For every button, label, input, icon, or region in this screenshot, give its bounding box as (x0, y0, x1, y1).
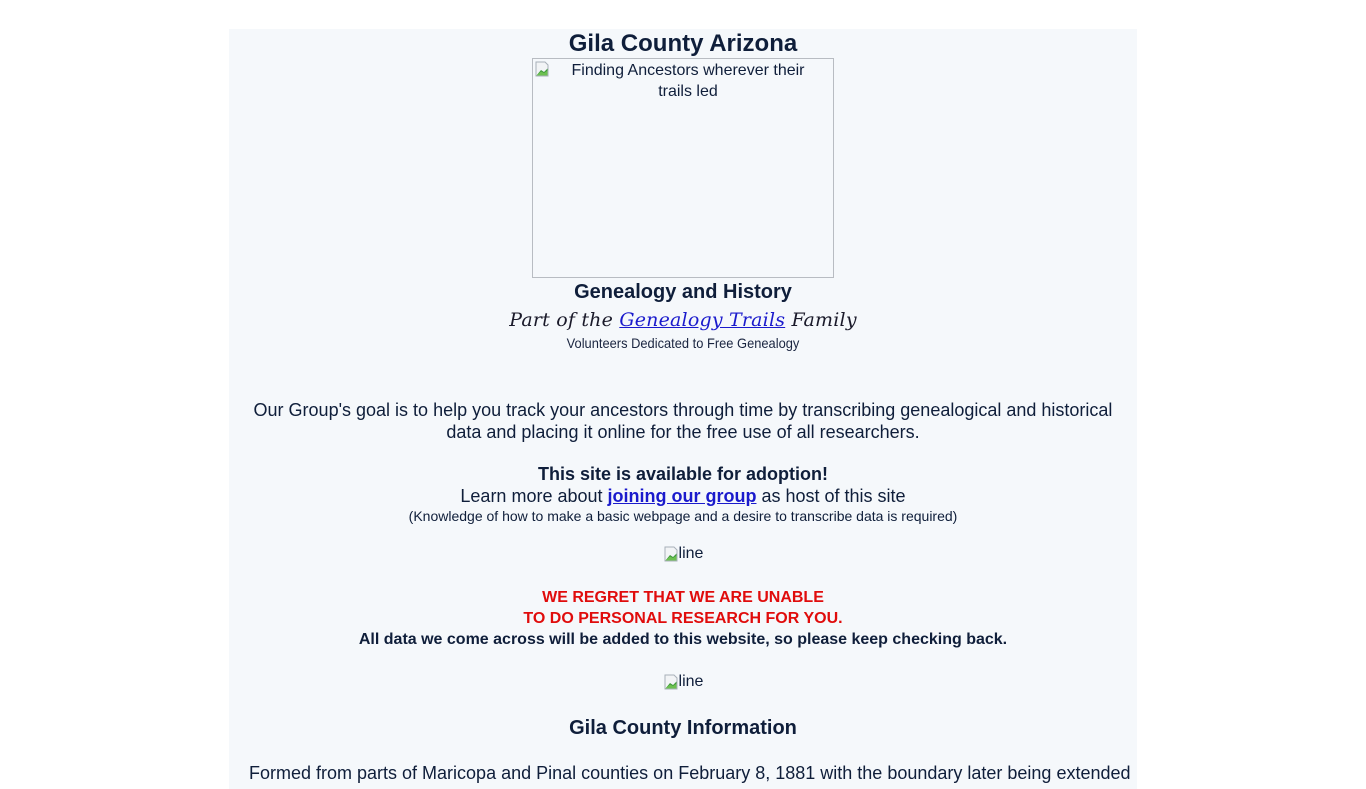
volunteers-tagline: Volunteers Dedicated to Free Genealogy (566, 335, 800, 351)
learn-more-line (229, 485, 1137, 507)
broken-image-icon (534, 61, 550, 77)
banner-image (532, 58, 834, 278)
adoption-title: This site is available for adoption! (537, 464, 829, 484)
broken-image-icon (663, 674, 679, 690)
group-goal-text: Our Group's goal is to help you track your ancestors through time by transcribing genealogical and historical data and placing it online for the free use of all researchers. (253, 400, 1113, 442)
adoption-requirement: (Knowledge of how to make a basic webpage and a desire to transcribe data is required) (408, 508, 958, 524)
genealogy-trails-link[interactable]: Genealogy Trails (619, 309, 786, 331)
divider-alt-text: line (678, 673, 704, 690)
county-info-text: Formed from parts of Maricopa and Pinal counties on February 8, 1881 with the boundary later being extended (249, 763, 1131, 783)
joining-our-group-link[interactable]: joining our group (607, 486, 757, 506)
divider-image (663, 544, 704, 564)
learn-more-suffix: as host of this site (761, 486, 906, 506)
learn-more-prefix: Learn more about (460, 486, 603, 506)
divider-image (663, 672, 704, 692)
divider-alt-text: line (678, 545, 704, 562)
adoption-section (229, 463, 1137, 525)
family-suffix: Family (791, 309, 857, 331)
broken-image-icon (663, 546, 679, 562)
family-line (229, 308, 1137, 332)
site-title: Gila County Arizona (568, 30, 798, 57)
notice-line-3: All data we come across will be added to this website, so please keep checking back. (358, 631, 1008, 648)
notice-line-1: WE REGRET THAT WE ARE UNABLE (542, 589, 824, 606)
notice-line-2: TO DO PERSONAL RESEARCH FOR YOU. (523, 610, 843, 627)
county-info-title: Gila County Information (569, 717, 797, 739)
family-prefix: Part of the (509, 309, 614, 331)
page-container (229, 29, 1137, 789)
banner-alt-text: Finding Ancestors wherever their trails led (571, 62, 805, 100)
research-notice (229, 587, 1137, 650)
page-subtitle: Genealogy and History (574, 281, 792, 303)
